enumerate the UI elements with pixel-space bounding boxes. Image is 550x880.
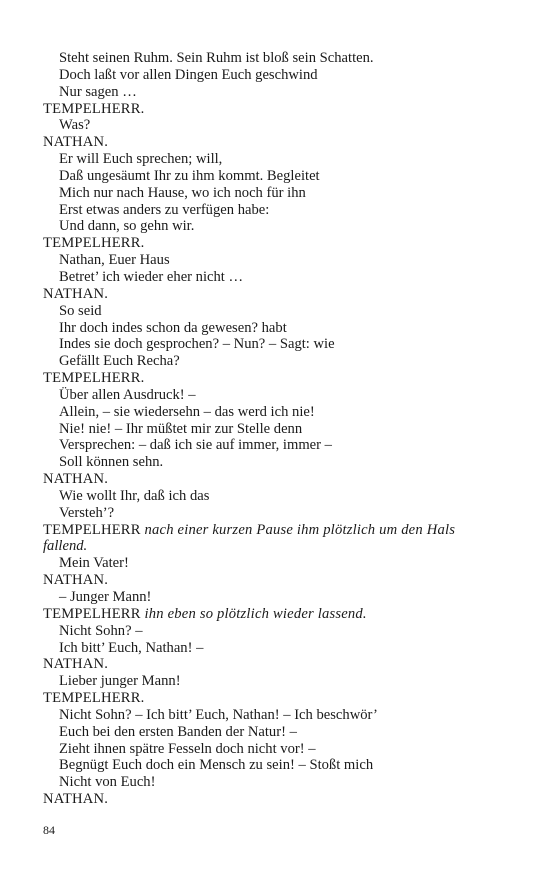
verse-line: Daß ungesäumt Ihr zu ihm kommt. Begleitet [59, 167, 320, 184]
verse-line: Nicht Sohn? – Ich bitt’ Euch, Nathan! – Ich beschwör’ [59, 706, 378, 723]
speaker-name: TEMPELHERR. [43, 370, 145, 387]
verse-line: Betret’ ich wieder eher nicht … [59, 268, 244, 285]
speaker-name: NATHAN. [43, 134, 109, 151]
stage-direction: nach einer kurzen Pause ihm plötzlich um den Hals [144, 521, 456, 538]
verse-line: Nie! nie! – Ihr müßtet mir zur Stelle denn [59, 420, 303, 437]
verse-line: Ich bitt’ Euch, Nathan! – [59, 639, 204, 656]
verse-line: Versprechen: – daß ich sie auf immer, immer – [59, 437, 332, 454]
verse-line: Gefällt Euch Recha? [59, 353, 180, 370]
verse-line: Zieht ihnen spätre Fesseln doch nicht vor! – [59, 740, 316, 757]
verse-line: Mein Vater! [59, 555, 129, 572]
verse-line: Versteh’? [59, 504, 115, 521]
verse-line: Wie wollt Ihr, daß ich das [59, 487, 210, 504]
verse-line: Nicht Sohn? – [59, 622, 143, 639]
speaker-name: TEMPELHERR [43, 521, 141, 538]
speaker-with-direction [43, 606, 503, 623]
stage-direction: ihn eben so plötzlich wieder lassend. [144, 605, 367, 622]
verse-line: Mich nur nach Hause, wo ich noch für ihn [59, 184, 306, 201]
play-text [43, 50, 503, 808]
speaker-name: NATHAN. [43, 572, 109, 589]
verse-line: Doch laßt vor allen Dingen Euch geschwind [59, 66, 318, 83]
speaker-name: NATHAN. [43, 285, 109, 302]
speaker-name: TEMPELHERR [43, 605, 141, 622]
page-number: 84 [43, 823, 55, 837]
verse-line: Soll können sehn. [59, 454, 164, 471]
stage-direction: fallend. [43, 538, 88, 555]
verse-line: Ihr doch indes schon da gewesen? habt [59, 319, 287, 336]
verse-line: Was? [59, 117, 91, 134]
speaker-name: TEMPELHERR. [43, 235, 145, 252]
verse-line: Er will Euch sprechen; will, [59, 151, 223, 168]
verse-line: Allein, – sie wiedersehn – das werd ich nie! [59, 403, 315, 420]
verse-line: Und dann, so gehn wir. [59, 218, 195, 235]
verse-line: Erst etwas anders zu verfügen habe: [59, 201, 270, 218]
verse-line: Nur sagen … [59, 83, 137, 100]
speaker-name: TEMPELHERR. [43, 100, 145, 117]
verse-line: Begnügt Euch doch ein Mensch zu sein! – Stoßt mich [59, 757, 374, 774]
verse-line: Nicht von Euch! [59, 774, 156, 791]
verse-line: Nathan, Euer Haus [59, 252, 170, 269]
speaker-name: NATHAN. [43, 656, 109, 673]
speaker-name: NATHAN. [43, 471, 109, 488]
verse-line: Über allen Ausdruck! – [59, 386, 196, 403]
verse-line: Indes sie doch gesprochen? – Nun? – Sagt: wie [59, 336, 335, 353]
speaker-with-direction [43, 522, 503, 539]
verse-line: Lieber junger Mann! [59, 673, 181, 690]
verse-line: – Junger Mann! [59, 589, 152, 605]
speaker-name: TEMPELHERR. [43, 690, 145, 707]
verse-line: So seid [59, 302, 102, 319]
verse-line: Steht seinen Ruhm. Sein Ruhm ist bloß sein Schatten. [59, 50, 374, 66]
speaker-name: NATHAN. [43, 791, 109, 808]
verse-line: Euch bei den ersten Banden der Natur! – [59, 723, 297, 740]
